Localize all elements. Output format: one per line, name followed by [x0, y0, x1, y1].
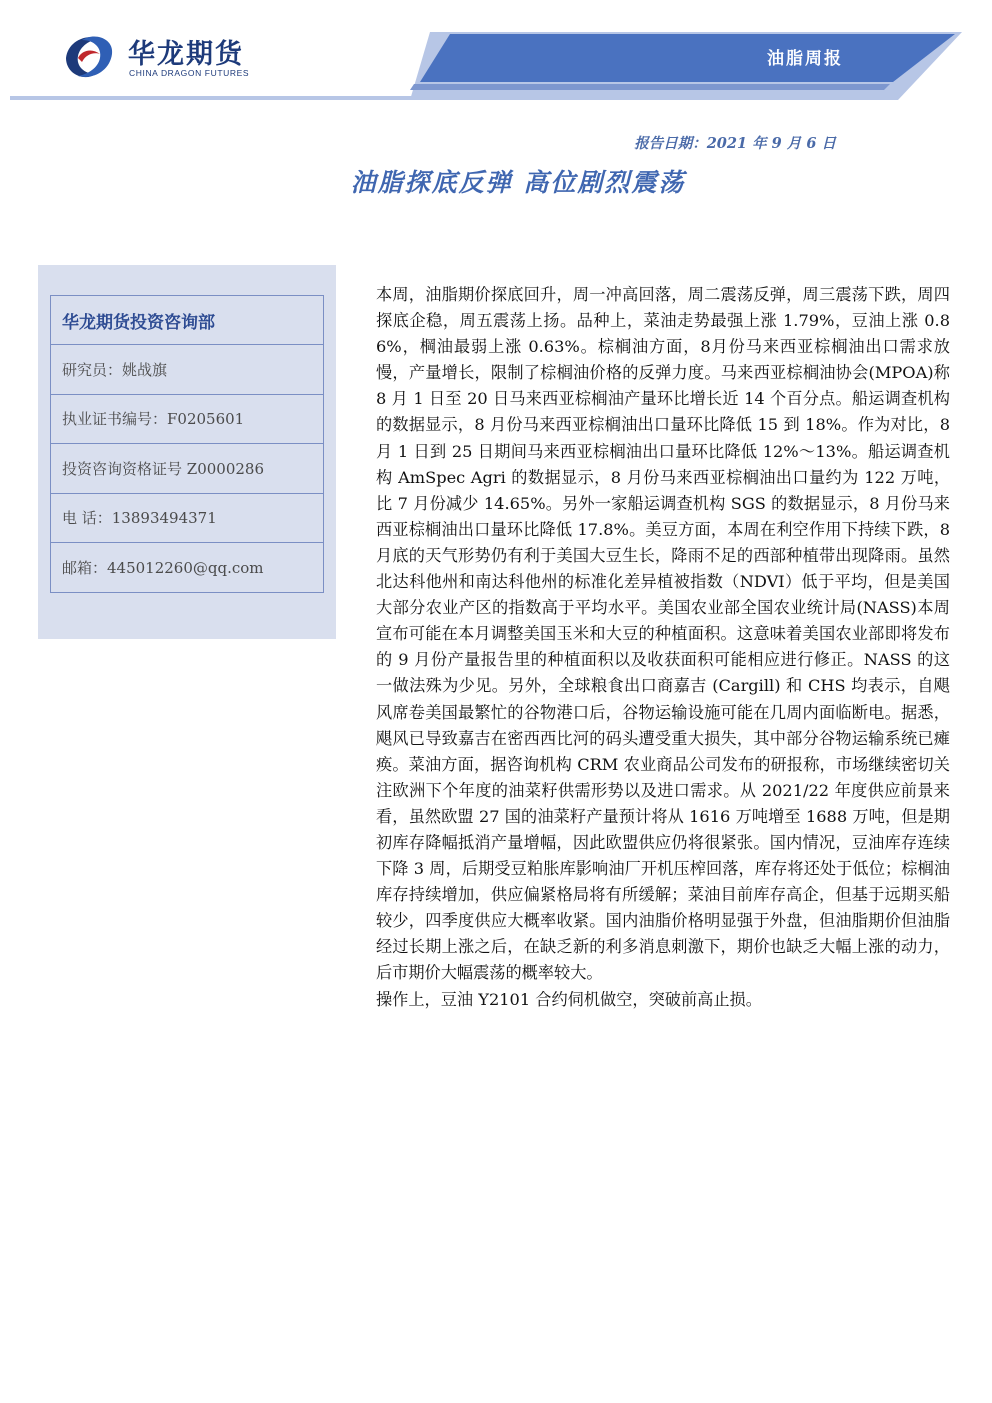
contact-row: [51, 345, 324, 395]
report-body: [376, 282, 950, 1013]
advisory-qualification-number: 投资咨询资格证号 Z0000286: [51, 444, 324, 494]
dragon-emblem-icon: [60, 28, 118, 86]
researcher-name: 研究员：姚战旗: [51, 345, 324, 395]
contact-row: [51, 296, 324, 345]
contact-row: [51, 543, 324, 593]
company-name-en: CHINA DRAGON FUTURES: [129, 68, 250, 78]
header-band-stripe: [410, 84, 890, 90]
phone-number: 电 话：13893494371: [51, 493, 324, 543]
contact-row: [51, 394, 324, 444]
report-date: 报告日期：2021 年 9 月 6 日: [634, 135, 836, 152]
contact-sidebar: [38, 265, 336, 639]
email-address: 邮箱：445012260@qq.com: [51, 543, 324, 593]
company-name-cn: 华龙期货: [128, 39, 244, 70]
contact-row: [51, 444, 324, 494]
company-logo: [60, 26, 300, 86]
report-title: 油脂探底反弹 高位剧烈震荡: [350, 168, 686, 197]
body-paragraph-analysis: 本周，油脂期价探底回升，周一冲高回落，周二震荡反弹，周三震荡下跌，周四探底企稳，周五震荡上扬。品种上，菜油走势最强上涨 1.79%，豆油上涨 0.86%，棡油最弱上涨 0.63%。棕榈油方面，8月份马来西亚棕榈油出口需求放慢，产量增长，限制了棕榈油价格的反弹力度。马来西亚棕榈油协会(MPOA)称 8 月 1 日至 20 日马来西亚棕榈油产量环比增长近 14 个百分点。船运调查机构的数据显示，8 月份马来西亚棕榈油出口量环比降低 15 到 18%。作为对比，8 月 1 日到 25 日期间马来西亚棕榈油出口量环比降低 12%～13%。船运调查机构 AmSpec Agri 的数据显示，8 月份马来西亚棕榈油出口量约为 122 万吨，比 7 月份减少 14.65%。另外一家船运调查机构 SGS 的数据显示，8 月份马来西亚棕榈油出口量环比降低 17.8%。美豆方面，本周在利空作用下持续下跌，8 月底的天气形势仍有利于美国大豆生长，降雨不足的西部种植带出现降雨。虽然北达科他州和南达科他州的标准化差异植被指数（NDVI）低于平均，但是美国大部分农业产区的指数高于平均水平。美国农业部全国农业统计局(NASS)本周宣布可能在本月调整美国玉米和大豆的种植面积。这意味着美国农业部即将发布的 9 月份产量报告里的种植面积以及收获面积可能相应进行修正。NASS 的这一做法殊为少见。另外，全球粮食出口商嘉吉 (Cargill) 和 CHS 均表示，自飓风席卷美国最繁忙的谷物港口后，谷物运输设施可能在几周内面临断电。据悉，飓风已导致嘉吉在密西西比河的码头遭受重大损失，其中部分谷物运输系统已瘫痪。菜油方面，据咨询机构 CRM 农业商品公司发布的研报称，市场继续密切关注欧洲下个年度的油菜籽供需形势以及进口需求。从 2021/22 年度供应前景来看，虽然欧盟 27 国的油菜籽产量预计将从 1616 万吨增至 1688 万吨，但是期初库存降幅抵消产量增幅，因此欧盟供应仍将很紧张。国内情况，豆油库存连续下降 3 周，后期受豆粕胀库影响油厂开机压榨回落，库存将还处于低位；棕榈油库存持续增加，供应偏紧格局将有所缓解；菜油目前库存高企，但基于远期买船较少，四季度供应大概率收紧。国内油脂价格明显强于外盘，但油脂期价但油脂经过长期上涨之后，在缺乏新的利多消息刺激下，期价也缺乏大幅上涨的动力，后市期价大幅震荡的概率较大。: [376, 285, 950, 983]
body-paragraph-strategy: 操作上，豆油 Y2101 合约伺机做空，突破前高止损。: [376, 989, 762, 1009]
contact-row: [51, 493, 324, 543]
license-number: 执业证书编号：F0205601: [51, 394, 324, 444]
department-name: 华龙期货投资咨询部: [51, 296, 324, 345]
contact-table: [50, 295, 324, 593]
report-type-label: 油脂周报: [767, 49, 843, 69]
header-underline: [10, 96, 430, 100]
